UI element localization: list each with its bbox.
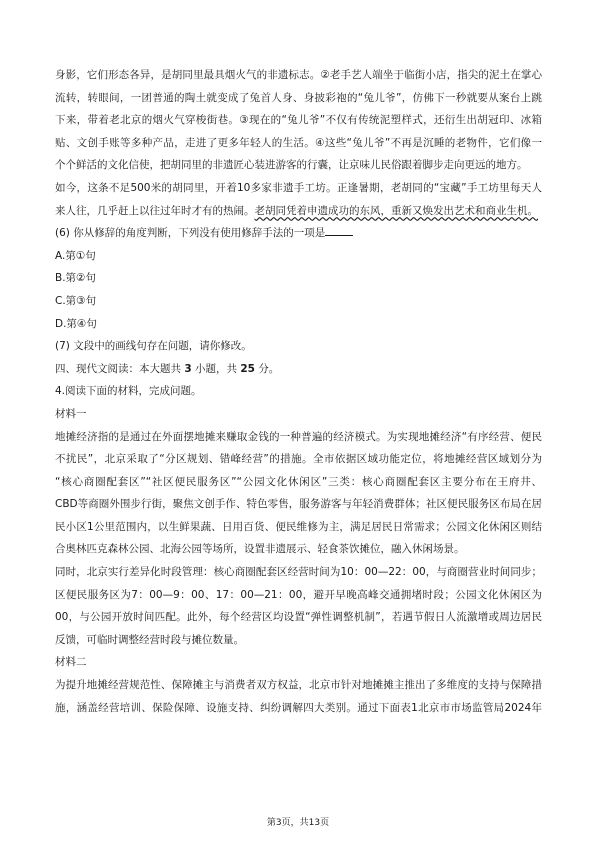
page-number: 第3页，共13页	[266, 818, 330, 828]
text-line: “核心商圈配套区”“社区便民服务区”“公园文化休闲区”三类：核心商圈配套区主要分布在王府井、	[55, 475, 542, 488]
text-line: 合奥林匹克森林公园、北海公园等场所，设置非遗展示、轻食茶饮摊位，融入休闲场景。	[55, 543, 465, 556]
text-line: 00，与公园开放时间匹配。此外，每个经营区均设置“弹性调整机制”，若遇节假日人流激增或周边居民	[55, 611, 542, 624]
material-2-body	[55, 674, 542, 719]
text-line: 同时，北京实行差异化时段管理：核心商圈配套区经营时间为10：00—22：00，与商圈营业时间同步；	[55, 566, 542, 579]
question-6	[55, 222, 542, 245]
text-line: 如今，这条不足500米的胡同里，开着10多家非遗手工坊。正逢暑期，老胡同的“宝藏”手工坊里每天人	[55, 181, 542, 194]
underlined-sentence: 老胡同凭着申遗成功的东风，重新又焕发出艺术和商业生机。	[254, 204, 538, 217]
text-line: 贴、文创手账等多种产品，走进了更多年轻人的生活。④这些“兔儿爷”不再是沉睡的老物件，它们像一	[55, 136, 542, 149]
question-count: 3	[184, 362, 192, 375]
text-line: 区便民服务区为7：00—9：00、17：00—21：00，避开早晚高峰交通拥堵时段；公园文化休闲区为	[55, 588, 542, 601]
text-line: 地摊经济指的是通过在外面摆地摊来赚取金钱的一种普遍的经济模式。为实现地摊经济“有序经营、便民	[55, 430, 542, 443]
text-line: 反馈，可临时调整经营时段与摊位数量。	[55, 633, 244, 646]
section-suffix: 分。	[258, 362, 280, 375]
passage-paragraph	[55, 177, 542, 222]
text-line: 流转，转眼间，一团普通的陶土就变成了兔首人身、身披彩袍的“兔儿爷”，仿佛下一秒就要从案台上跳	[55, 91, 542, 104]
passage-paragraph	[55, 64, 542, 177]
section-mid: 小题，共	[195, 362, 237, 375]
text-line: 个个鲜活的文化信使，把胡同里的非遗匠心装进游客的行囊，让京味儿民俗跟着脚步走向更远的地方。	[55, 159, 528, 172]
plain-sentence: 来人往，几乎赶上以往过年时才有的热闹。	[55, 204, 255, 217]
option-a[interactable]: A.第①句	[55, 249, 96, 262]
section-heading	[55, 358, 542, 381]
text-line: 不扰民”，北京采取了“分区规划、错峰经营”的措施。全市依据区域功能定位，将地摊经营区域划分为	[55, 453, 542, 466]
option-c[interactable]: C.第③句	[55, 294, 97, 307]
option-b[interactable]: B.第②句	[55, 272, 96, 285]
option-d[interactable]: D.第④句	[55, 317, 97, 330]
text-line	[55, 200, 542, 223]
material-1-body	[55, 426, 542, 652]
material-1-title: 材料一	[55, 407, 87, 420]
text-line: CBD等商圈外围步行街，聚焦文创手作、特色零售，服务游客与年轻消费群体；社区便民服务区布局在居	[55, 498, 542, 511]
text-line: 施，涵盖经营培训、保险保障、设施支持、纠纷调解四大类别。通过下面表1北京市市场监管局2024年	[55, 701, 542, 714]
question-4: 4.阅读下面的材料，完成问题。	[55, 385, 202, 398]
question-text: (6) 你从修辞的角度判断，下列没有使用修辞手法的一项是	[55, 227, 326, 240]
material-2-title: 材料二	[55, 656, 87, 669]
answer-blank[interactable]	[325, 225, 353, 236]
question-7: (7) 文段中的画线句存在问题，请你修改。	[55, 340, 252, 353]
section-score: 25	[240, 362, 255, 375]
text-line: 民小区1公里范围内，以生鲜果蔬、日用百货、便民维修为主，满足居民日常需求；公园文化休闲区则结	[55, 520, 542, 533]
section-prefix: 四、现代文阅读：本大题共	[55, 362, 181, 375]
text-line: 为提升地摊经营规范性、保障摊主与消费者双方权益，北京市针对地摊摊主推出了多维度的支持与保障措	[55, 679, 542, 692]
text-line: 下来，带着老北京的烟火气穿梭街巷。③现在的“兔儿爷”不仅有传统泥塑样式，还衍生出胡冠印、冰箱	[55, 114, 542, 127]
text-line: 身影，它们形态各异，是胡同里最具烟火气的非遗标志。②老手艺人端坐于临街小店，指尖的泥土在掌心	[55, 69, 542, 81]
page-content	[55, 64, 542, 719]
